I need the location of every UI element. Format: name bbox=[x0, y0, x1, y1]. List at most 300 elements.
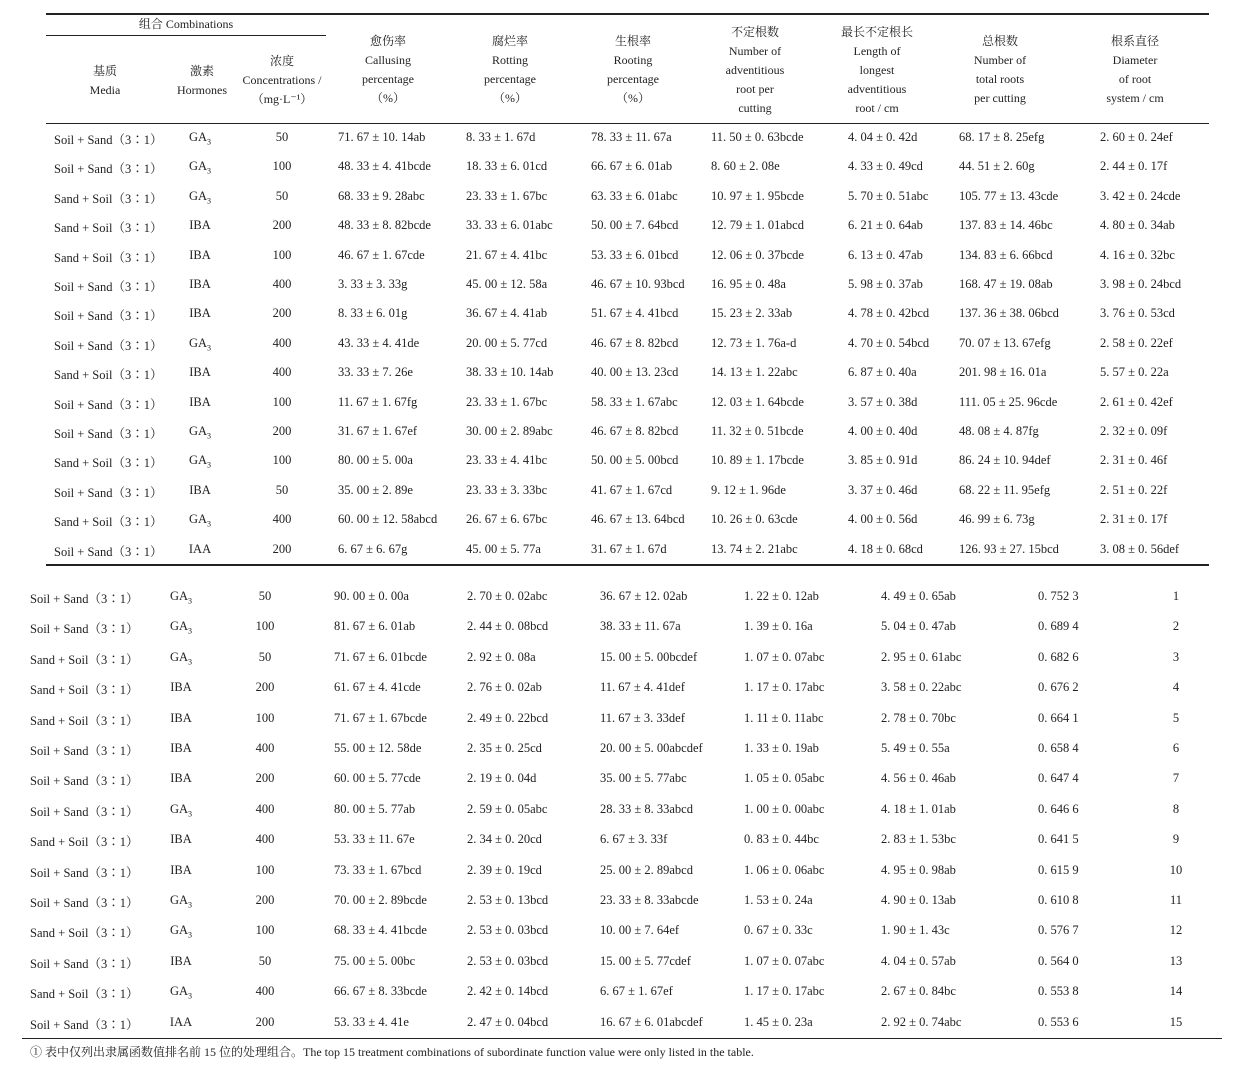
cell-concentration: 100 bbox=[272, 453, 292, 468]
cell-callusing: 35. 00 ± 2. 89e bbox=[338, 482, 413, 497]
cell-value-e: 2. 92 ± 0. 74abc bbox=[881, 1014, 962, 1029]
cell-total-roots: 86. 24 ± 10. 94def bbox=[959, 453, 1051, 468]
cell-subordinate-value: 0. 682 6 bbox=[1038, 649, 1079, 664]
cell-root-diameter: 2. 58 ± 0. 22ef bbox=[1100, 335, 1173, 350]
cell-longest-root: 4. 33 ± 0. 49cd bbox=[848, 159, 923, 174]
cell-concentration: 100 bbox=[272, 394, 292, 409]
cell-total-roots: 46. 99 ± 6. 73g bbox=[959, 512, 1035, 527]
cell-hormone: IBA bbox=[189, 277, 211, 291]
cell-hormone: $GA_3$ bbox=[188, 424, 212, 441]
cell-total-roots: 48. 08 ± 4. 87fg bbox=[959, 424, 1039, 438]
cell-value-c: 16. 67 ± 6. 01abcdef bbox=[600, 1014, 703, 1029]
cell-value-e: 4. 90 ± 0. 13ab bbox=[881, 893, 956, 907]
cell-concentration: 100 bbox=[255, 923, 275, 938]
cell-hormone: $GA_3$ bbox=[188, 188, 212, 206]
cell-rotting: 20. 00 ± 5. 77cd bbox=[466, 335, 548, 350]
cell-total-roots: 126. 93 ± 27. 15bcd bbox=[959, 541, 1059, 556]
cell-media: Soil + Sand（3∶1） bbox=[30, 956, 139, 971]
cell-rooting: 51. 67 ± 4. 41bcd bbox=[591, 306, 679, 321]
cell-value-c: 11. 67 ± 3. 33def bbox=[600, 710, 685, 725]
cell-value-b: 2. 49 ± 0. 22bcd bbox=[467, 710, 549, 725]
cell-adventitious-roots: 12. 03 ± 1. 64bcde bbox=[711, 394, 804, 409]
cell-rotting: 36. 67 ± 4. 41ab bbox=[466, 306, 548, 321]
cell-rooting: 40. 00 ± 13. 23cd bbox=[591, 365, 679, 380]
cell-concentration: 200 bbox=[272, 424, 292, 438]
cell-rooting: 78. 33 ± 11. 67a bbox=[591, 130, 672, 144]
cell-total-roots: 68. 17 ± 8. 25efg bbox=[959, 130, 1045, 144]
cell-value-d: 0. 83 ± 0. 44bc bbox=[744, 832, 819, 847]
header-root-diameter: 根系直径 Diameter of root system / cm bbox=[1106, 34, 1164, 105]
header-rotting: 腐烂率 Rotting percentage （%） bbox=[484, 34, 536, 105]
cell-hormone: $GA_3$ bbox=[188, 335, 212, 353]
cell-rooting: 46. 67 ± 13. 64bcd bbox=[591, 512, 685, 527]
cell-adventitious-roots: 15. 23 ± 2. 33ab bbox=[711, 306, 793, 321]
cell-rotting: 38. 33 ± 10. 14ab bbox=[466, 365, 554, 380]
cell-concentration: 50 bbox=[258, 589, 272, 603]
cell-media: Soil + Sand（3∶1） bbox=[30, 804, 139, 819]
cell-adventitious-roots: 9. 12 ± 1. 96de bbox=[711, 482, 786, 497]
cell-adventitious-roots: 12. 79 ± 1. 01abcd bbox=[711, 218, 804, 233]
cell-rank: 5 bbox=[1172, 710, 1180, 725]
header-combinations: 组合 Combinations bbox=[138, 17, 234, 31]
cell-hormone: $GA_3$ bbox=[169, 923, 193, 940]
cell-callusing: 3. 33 ± 3. 33g bbox=[338, 277, 408, 291]
cell-value-b: 2. 70 ± 0. 02abc bbox=[467, 589, 548, 603]
cell-hormone: $GA_3$ bbox=[188, 512, 212, 529]
cell-total-roots: 168. 47 ± 19. 08ab bbox=[959, 277, 1053, 291]
cell-callusing: 48. 33 ± 8. 82bcde bbox=[338, 218, 431, 233]
cell-adventitious-roots: 11. 50 ± 0. 63bcde bbox=[711, 130, 804, 144]
cell-concentration: 200 bbox=[272, 218, 292, 233]
cell-hormone: IBA bbox=[189, 482, 211, 497]
cell-total-roots: 111. 05 ± 25. 96cde bbox=[959, 394, 1058, 409]
cell-media: Soil + Sand（3∶1） bbox=[54, 427, 163, 441]
cell-value-c: 23. 33 ± 8. 33abcde bbox=[600, 893, 699, 907]
cell-media: Sand + Soil（3∶1） bbox=[54, 515, 163, 530]
cell-hormone: $GA_3$ bbox=[169, 619, 193, 636]
cell-rotting: 45. 00 ± 5. 77a bbox=[466, 541, 541, 556]
cell-hormone: IBA bbox=[189, 247, 211, 262]
cell-root-diameter: 2. 61 ± 0. 42ef bbox=[1100, 394, 1173, 409]
cell-total-roots: 134. 83 ± 6. 66bcd bbox=[959, 247, 1053, 262]
cell-concentration: 100 bbox=[272, 159, 292, 174]
cell-adventitious-roots: 10. 89 ± 1. 17bcde bbox=[711, 453, 804, 468]
cell-value-c: 36. 67 ± 12. 02ab bbox=[600, 589, 688, 603]
cell-value-a: 71. 67 ± 1. 67bcde bbox=[334, 710, 427, 725]
cell-subordinate-value: 0. 647 4 bbox=[1038, 771, 1079, 786]
cell-media: Sand + Soil（3∶1） bbox=[30, 652, 139, 667]
cell-hormone: IBA bbox=[170, 862, 192, 877]
cell-concentration: 100 bbox=[272, 247, 292, 262]
cell-value-a: 80. 00 ± 5. 77ab bbox=[334, 801, 416, 816]
cell-root-diameter: 4. 80 ± 0. 34ab bbox=[1100, 218, 1175, 233]
cell-value-c: 38. 33 ± 11. 67a bbox=[600, 619, 681, 634]
cell-value-d: 1. 00 ± 0. 00abc bbox=[744, 801, 825, 816]
cell-media: Soil + Sand（3∶1） bbox=[54, 485, 163, 500]
cell-hormone: IBA bbox=[170, 680, 192, 695]
cell-value-d: 1. 11 ± 0. 11abc bbox=[744, 710, 824, 725]
cell-value-d: 1. 33 ± 0. 19ab bbox=[744, 741, 819, 755]
cell-rooting: 53. 33 ± 6. 01bcd bbox=[591, 247, 679, 262]
cell-total-roots: 201. 98 ± 16. 01a bbox=[959, 365, 1047, 380]
cell-root-diameter: 2. 31 ± 0. 17f bbox=[1100, 512, 1168, 527]
combinations-underline bbox=[46, 35, 326, 36]
cell-hormone: $GA_3$ bbox=[169, 649, 193, 667]
cell-value-c: 15. 00 ± 5. 77cdef bbox=[600, 953, 691, 968]
cell-hormone: $GA_3$ bbox=[188, 130, 212, 147]
cell-hormone: IBA bbox=[170, 710, 192, 725]
cell-longest-root: 4. 00 ± 0. 56d bbox=[848, 512, 918, 527]
cell-total-roots: 137. 36 ± 38. 06bcd bbox=[959, 306, 1059, 321]
cell-rooting: 58. 33 ± 1. 67abc bbox=[591, 394, 678, 409]
cell-value-a: 60. 00 ± 5. 77cde bbox=[334, 771, 421, 786]
cell-total-roots: 70. 07 ± 13. 67efg bbox=[959, 335, 1051, 350]
cell-concentration: 400 bbox=[272, 335, 292, 350]
cell-longest-root: 3. 85 ± 0. 91d bbox=[848, 453, 918, 468]
cell-subordinate-value: 0. 564 0 bbox=[1038, 953, 1079, 968]
cell-longest-root: 4. 00 ± 0. 40d bbox=[848, 424, 918, 438]
cell-longest-root: 5. 70 ± 0. 51abc bbox=[848, 188, 929, 203]
cell-rank: 2 bbox=[1172, 619, 1180, 634]
cell-value-a: 53. 33 ± 11. 67e bbox=[334, 832, 415, 847]
cell-root-diameter: 5. 57 ± 0. 22a bbox=[1100, 365, 1169, 380]
cell-hormone: IAA bbox=[169, 1014, 193, 1029]
cell-value-c: 6. 67 ± 3. 33f bbox=[600, 832, 668, 847]
cell-value-b: 2. 35 ± 0. 25cd bbox=[467, 741, 542, 755]
cell-rank: 8 bbox=[1172, 801, 1180, 816]
cell-value-b: 2. 34 ± 0. 20cd bbox=[467, 832, 542, 847]
cell-rooting: 63. 33 ± 6. 01abc bbox=[591, 188, 678, 203]
cell-media: Soil + Sand（3∶1） bbox=[54, 338, 163, 353]
cell-rotting: 30. 00 ± 2. 89abc bbox=[466, 424, 553, 438]
cell-media: Soil + Sand（3∶1） bbox=[30, 774, 139, 789]
cell-value-d: 1. 06 ± 0. 06abc bbox=[744, 862, 825, 877]
cell-value-b: 2. 42 ± 0. 14bcd bbox=[467, 984, 549, 999]
cell-media: Sand + Soil（3∶1） bbox=[30, 683, 139, 698]
cell-longest-root: 4. 04 ± 0. 42d bbox=[848, 130, 918, 144]
cell-root-diameter: 2. 44 ± 0. 17f bbox=[1100, 159, 1168, 174]
cell-callusing: 46. 67 ± 1. 67cde bbox=[338, 247, 425, 262]
cell-concentration: 50 bbox=[275, 188, 289, 203]
cell-media: Sand + Soil（3∶1） bbox=[30, 926, 139, 941]
cell-callusing: 43. 33 ± 4. 41de bbox=[338, 335, 420, 350]
cell-concentration: 50 bbox=[258, 649, 272, 664]
cell-root-diameter: 2. 31 ± 0. 46f bbox=[1100, 453, 1168, 468]
cell-callusing: 71. 67 ± 10. 14ab bbox=[338, 130, 426, 144]
cell-total-roots: 137. 83 ± 14. 46bc bbox=[959, 218, 1053, 233]
cell-value-e: 4. 49 ± 0. 65ab bbox=[881, 589, 956, 603]
cell-adventitious-roots: 13. 74 ± 2. 21abc bbox=[711, 541, 798, 556]
cell-rank: 10 bbox=[1169, 862, 1183, 877]
cell-subordinate-value: 0. 641 5 bbox=[1038, 832, 1079, 847]
cell-rotting: 45. 00 ± 12. 58a bbox=[466, 277, 548, 291]
cell-longest-root: 6. 87 ± 0. 40a bbox=[848, 365, 917, 380]
cell-root-diameter: 3. 08 ± 0. 56def bbox=[1100, 541, 1180, 556]
cell-value-d: 1. 45 ± 0. 23a bbox=[744, 1014, 813, 1029]
cell-rank: 11 bbox=[1169, 893, 1183, 907]
cell-value-c: 11. 67 ± 4. 41def bbox=[600, 680, 685, 695]
cell-subordinate-value: 0. 610 8 bbox=[1038, 893, 1079, 907]
cell-concentration: 200 bbox=[255, 893, 275, 907]
cell-value-b: 2. 19 ± 0. 04d bbox=[467, 771, 537, 786]
cell-concentration: 50 bbox=[275, 482, 289, 497]
cell-rooting: 31. 67 ± 1. 67d bbox=[591, 541, 667, 556]
cell-value-b: 2. 92 ± 0. 08a bbox=[467, 649, 536, 664]
cell-value-b: 2. 47 ± 0. 04bcd bbox=[467, 1014, 549, 1029]
cell-rank: 6 bbox=[1172, 741, 1180, 755]
cell-media: Soil + Sand（3∶1） bbox=[54, 162, 163, 177]
cell-hormone: IAA bbox=[188, 541, 212, 556]
cell-rotting: 23. 33 ± 1. 67bc bbox=[466, 188, 548, 203]
cell-rooting: 46. 67 ± 8. 82bcd bbox=[591, 424, 679, 438]
cell-hormone: $GA_3$ bbox=[188, 453, 212, 470]
cell-root-diameter: 2. 60 ± 0. 24ef bbox=[1100, 130, 1173, 144]
cell-rooting: 50. 00 ± 7. 64bcd bbox=[591, 218, 679, 233]
cell-longest-root: 6. 13 ± 0. 47ab bbox=[848, 247, 923, 262]
header-longest-root: 最长不定根长 Length of longest adventitious root / cm bbox=[840, 25, 913, 115]
cell-rotting: 23. 33 ± 3. 33bc bbox=[466, 482, 548, 497]
cell-hormone: IBA bbox=[170, 771, 192, 786]
cell-media: Sand + Soil（3∶1） bbox=[54, 368, 163, 383]
cell-callusing: 31. 67 ± 1. 67ef bbox=[338, 424, 418, 438]
cell-media: Soil + Sand（3∶1） bbox=[54, 309, 163, 324]
cell-hormone: $GA_3$ bbox=[188, 159, 212, 176]
table2-bottom-rule bbox=[22, 1038, 1222, 1039]
cell-adventitious-roots: 12. 73 ± 1. 76a-d bbox=[711, 335, 797, 350]
cell-value-d: 1. 17 ± 0. 17abc bbox=[744, 680, 825, 695]
cell-value-e: 2. 78 ± 0. 70bc bbox=[881, 710, 956, 725]
cell-value-d: 0. 67 ± 0. 33c bbox=[744, 923, 813, 938]
cell-rank: 4 bbox=[1172, 680, 1180, 695]
cell-hormone: IBA bbox=[189, 306, 211, 321]
cell-hormone: IBA bbox=[170, 741, 192, 755]
cell-callusing: 48. 33 ± 4. 41bcde bbox=[338, 159, 431, 174]
cell-callusing: 33. 33 ± 7. 26e bbox=[338, 365, 413, 380]
header-callusing: 愈伤率 Callusing percentage （%） bbox=[362, 34, 414, 105]
cell-value-c: 10. 00 ± 7. 64ef bbox=[600, 923, 680, 938]
cell-hormone: IBA bbox=[170, 832, 192, 847]
cell-root-diameter: 3. 76 ± 0. 53cd bbox=[1100, 306, 1175, 321]
cell-value-d: 1. 22 ± 0. 12ab bbox=[744, 589, 819, 603]
cell-callusing: 68. 33 ± 9. 28abc bbox=[338, 188, 425, 203]
cell-media: Sand + Soil（3∶1） bbox=[54, 191, 163, 206]
cell-value-b: 2. 53 ± 0. 03bcd bbox=[467, 923, 549, 938]
cell-callusing: 6. 67 ± 6. 67g bbox=[338, 541, 408, 556]
cell-subordinate-value: 0. 576 7 bbox=[1038, 923, 1079, 938]
table1-header-rule bbox=[46, 123, 1209, 124]
cell-media: Soil + Sand（3∶1） bbox=[54, 397, 163, 412]
cell-adventitious-roots: 8. 60 ± 2. 08e bbox=[711, 159, 780, 174]
cell-value-a: 61. 67 ± 4. 41cde bbox=[334, 680, 421, 695]
cell-value-e: 4. 95 ± 0. 98ab bbox=[881, 862, 956, 877]
cell-root-diameter: 2. 51 ± 0. 22f bbox=[1100, 482, 1168, 497]
cell-concentration: 200 bbox=[255, 1014, 275, 1029]
cell-rooting: 50. 00 ± 5. 00bcd bbox=[591, 453, 679, 468]
cell-rotting: 23. 33 ± 1. 67bc bbox=[466, 394, 548, 409]
cell-media: Sand + Soil（3∶1） bbox=[30, 713, 139, 728]
cell-value-c: 35. 00 ± 5. 77abc bbox=[600, 771, 687, 786]
cell-total-roots: 44. 51 ± 2. 60g bbox=[959, 159, 1035, 174]
cell-value-d: 1. 07 ± 0. 07abc bbox=[744, 953, 825, 968]
cell-rank: 12 bbox=[1169, 923, 1183, 938]
cell-total-roots: 68. 22 ± 11. 95efg bbox=[959, 482, 1051, 497]
cell-value-d: 1. 53 ± 0. 24a bbox=[744, 893, 813, 907]
cell-subordinate-value: 0. 553 8 bbox=[1038, 984, 1079, 999]
cell-root-diameter: 3. 42 ± 0. 24cde bbox=[1100, 188, 1181, 203]
cell-value-e: 1. 90 ± 1. 43c bbox=[881, 923, 950, 938]
cell-value-b: 2. 53 ± 0. 13bcd bbox=[467, 893, 549, 907]
cell-value-a: 53. 33 ± 4. 41e bbox=[334, 1014, 409, 1029]
cell-root-diameter: 3. 98 ± 0. 24bcd bbox=[1100, 277, 1182, 291]
cell-longest-root: 6. 21 ± 0. 64ab bbox=[848, 218, 923, 233]
cell-media: Soil + Sand（3∶1） bbox=[30, 896, 139, 910]
cell-adventitious-roots: 14. 13 ± 1. 22abc bbox=[711, 365, 798, 380]
cell-concentration: 400 bbox=[272, 365, 292, 380]
cell-value-a: 71. 67 ± 6. 01bcde bbox=[334, 649, 427, 664]
cell-value-a: 66. 67 ± 8. 33bcde bbox=[334, 984, 427, 999]
header-hormones: 激素 Hormones bbox=[177, 64, 227, 97]
cell-rotting: 23. 33 ± 4. 41bc bbox=[466, 453, 548, 468]
cell-concentration: 50 bbox=[258, 953, 272, 968]
cell-longest-root: 3. 57 ± 0. 38d bbox=[848, 394, 918, 409]
cell-concentration: 200 bbox=[255, 680, 275, 695]
cell-subordinate-value: 0. 676 2 bbox=[1038, 680, 1079, 695]
cell-total-roots: 105. 77 ± 13. 43cde bbox=[959, 188, 1059, 203]
cell-value-e: 2. 83 ± 1. 53bc bbox=[881, 832, 956, 847]
cell-rotting: 8. 33 ± 1. 67d bbox=[466, 130, 536, 144]
cell-rotting: 18. 33 ± 6. 01cd bbox=[466, 159, 548, 174]
cell-value-e: 5. 49 ± 0. 55a bbox=[881, 741, 950, 755]
cell-callusing: 8. 33 ± 6. 01g bbox=[338, 306, 408, 321]
cell-rotting: 21. 67 ± 4. 41bc bbox=[466, 247, 548, 262]
cell-media: Sand + Soil（3∶1） bbox=[30, 987, 139, 1002]
cell-subordinate-value: 0. 664 1 bbox=[1038, 710, 1079, 725]
cell-concentration: 100 bbox=[255, 710, 275, 725]
cell-value-c: 28. 33 ± 8. 33abcd bbox=[600, 801, 693, 816]
cell-hormone: IBA bbox=[170, 953, 192, 968]
cell-hormone: $GA_3$ bbox=[169, 893, 193, 910]
cell-rank: 1 bbox=[1172, 589, 1180, 603]
cell-value-e: 2. 95 ± 0. 61abc bbox=[881, 649, 962, 664]
cell-rooting: 41. 67 ± 1. 67cd bbox=[591, 482, 673, 497]
cell-rank: 7 bbox=[1172, 771, 1180, 786]
cell-adventitious-roots: 16. 95 ± 0. 48a bbox=[711, 277, 786, 291]
cell-value-d: 1. 39 ± 0. 16a bbox=[744, 619, 813, 634]
cell-value-e: 5. 04 ± 0. 47ab bbox=[881, 619, 956, 634]
cell-value-a: 75. 00 ± 5. 00bc bbox=[334, 953, 416, 968]
cell-concentration: 200 bbox=[255, 771, 275, 786]
cell-rank: 14 bbox=[1169, 984, 1183, 999]
cell-rooting: 46. 67 ± 10. 93bcd bbox=[591, 277, 685, 291]
cell-value-e: 2. 67 ± 0. 84bc bbox=[881, 984, 956, 999]
cell-adventitious-roots: 10. 26 ± 0. 63cde bbox=[711, 512, 798, 527]
cell-value-e: 3. 58 ± 0. 22abc bbox=[881, 680, 962, 695]
header-adventitious-roots: 不定根数 Number of adventitious root per cutting bbox=[725, 25, 785, 115]
cell-concentration: 200 bbox=[272, 306, 292, 321]
cell-hormone: $GA_3$ bbox=[169, 801, 193, 819]
cell-value-c: 20. 00 ± 5. 00abcdef bbox=[600, 741, 703, 755]
cell-rotting: 33. 33 ± 6. 01abc bbox=[466, 218, 553, 233]
cell-value-d: 1. 17 ± 0. 17abc bbox=[744, 984, 825, 999]
cell-callusing: 60. 00 ± 12. 58abcd bbox=[338, 512, 438, 527]
cell-concentration: 400 bbox=[255, 832, 275, 847]
cell-root-diameter: 4. 16 ± 0. 32bc bbox=[1100, 247, 1175, 262]
cell-media: Soil + Sand（3∶1） bbox=[30, 622, 139, 637]
cell-media: Sand + Soil（3∶1） bbox=[54, 456, 163, 471]
cell-value-e: 4. 18 ± 1. 01ab bbox=[881, 801, 956, 816]
cell-value-a: 70. 00 ± 2. 89bcde bbox=[334, 893, 427, 907]
cell-value-b: 2. 53 ± 0. 03bcd bbox=[467, 953, 549, 968]
cell-concentration: 400 bbox=[272, 512, 292, 527]
cell-value-e: 4. 56 ± 0. 46ab bbox=[881, 771, 956, 786]
cell-rotting: 26. 67 ± 6. 67bc bbox=[466, 512, 548, 527]
cell-callusing: 11. 67 ± 1. 67fg bbox=[338, 394, 418, 409]
cell-rank: 3 bbox=[1172, 649, 1180, 664]
cell-value-b: 2. 39 ± 0. 19cd bbox=[467, 862, 542, 877]
footnote: ① 表中仅列出隶属函数值排名前 15 位的处理组合。The top 15 treatment combinations of subordinate function value were only listed in the table. bbox=[30, 1045, 754, 1059]
cell-subordinate-value: 0. 615 9 bbox=[1038, 862, 1079, 877]
cell-rooting: 46. 67 ± 8. 82bcd bbox=[591, 335, 679, 350]
cell-value-c: 6. 67 ± 1. 67ef bbox=[600, 984, 673, 999]
cell-subordinate-value: 0. 752 3 bbox=[1038, 589, 1079, 603]
cell-value-e: 4. 04 ± 0. 57ab bbox=[881, 953, 956, 968]
cell-media: Soil + Sand（3∶1） bbox=[54, 280, 163, 294]
cell-value-b: 2. 76 ± 0. 02ab bbox=[467, 680, 542, 695]
cell-value-c: 25. 00 ± 2. 89abcd bbox=[600, 862, 693, 877]
cell-root-diameter: 2. 32 ± 0. 09f bbox=[1100, 424, 1168, 438]
cell-media: Sand + Soil（3∶1） bbox=[54, 250, 163, 265]
cell-media: Soil + Sand（3∶1） bbox=[30, 1017, 139, 1032]
cell-rooting: 66. 67 ± 6. 01ab bbox=[591, 159, 673, 174]
cell-media: Soil + Sand（3∶1） bbox=[30, 744, 139, 758]
cell-concentration: 400 bbox=[255, 801, 275, 816]
cell-callusing: 80. 00 ± 5. 00a bbox=[338, 453, 413, 468]
cell-concentration: 50 bbox=[275, 130, 289, 144]
cell-longest-root: 4. 78 ± 0. 42bcd bbox=[848, 306, 930, 321]
cell-rank: 9 bbox=[1172, 832, 1180, 847]
cell-subordinate-value: 0. 658 4 bbox=[1038, 741, 1079, 755]
cell-value-a: 55. 00 ± 12. 58de bbox=[334, 741, 422, 755]
cell-value-a: 90. 00 ± 0. 00a bbox=[334, 589, 409, 603]
cell-adventitious-roots: 11. 32 ± 0. 51bcde bbox=[711, 424, 804, 438]
cell-subordinate-value: 0. 553 6 bbox=[1038, 1014, 1079, 1029]
cell-subordinate-value: 0. 646 6 bbox=[1038, 801, 1079, 816]
cell-concentration: 200 bbox=[272, 541, 292, 556]
cell-media: Soil + Sand（3∶1） bbox=[30, 865, 139, 880]
cell-value-b: 2. 59 ± 0. 05abc bbox=[467, 801, 548, 816]
cell-value-a: 81. 67 ± 6. 01ab bbox=[334, 619, 416, 634]
header-rooting: 生根率 Rooting percentage （%） bbox=[607, 34, 659, 105]
cell-concentration: 100 bbox=[255, 619, 275, 634]
cell-hormone: $GA_3$ bbox=[169, 984, 193, 1001]
cell-concentration: 400 bbox=[255, 741, 275, 755]
cell-hormone: IBA bbox=[189, 365, 211, 380]
cell-media: Soil + Sand（3∶1） bbox=[54, 133, 163, 147]
table1-bottom-rule bbox=[46, 564, 1209, 566]
cell-media: Soil + Sand（3∶1） bbox=[54, 544, 163, 559]
cell-value-d: 1. 05 ± 0. 05abc bbox=[744, 771, 825, 786]
cell-value-a: 73. 33 ± 1. 67bcd bbox=[334, 862, 422, 877]
cell-media: Sand + Soil（3∶1） bbox=[30, 835, 139, 850]
cell-hormone: IBA bbox=[189, 394, 211, 409]
cell-concentration: 400 bbox=[272, 277, 292, 291]
header-media: 基质 Media bbox=[89, 64, 121, 97]
cell-longest-root: 4. 18 ± 0. 68cd bbox=[848, 541, 923, 556]
cell-value-d: 1. 07 ± 0. 07abc bbox=[744, 649, 825, 664]
cell-hormone: IBA bbox=[189, 218, 211, 233]
cell-value-c: 15. 00 ± 5. 00bcdef bbox=[600, 649, 698, 664]
cell-longest-root: 3. 37 ± 0. 46d bbox=[848, 482, 918, 497]
